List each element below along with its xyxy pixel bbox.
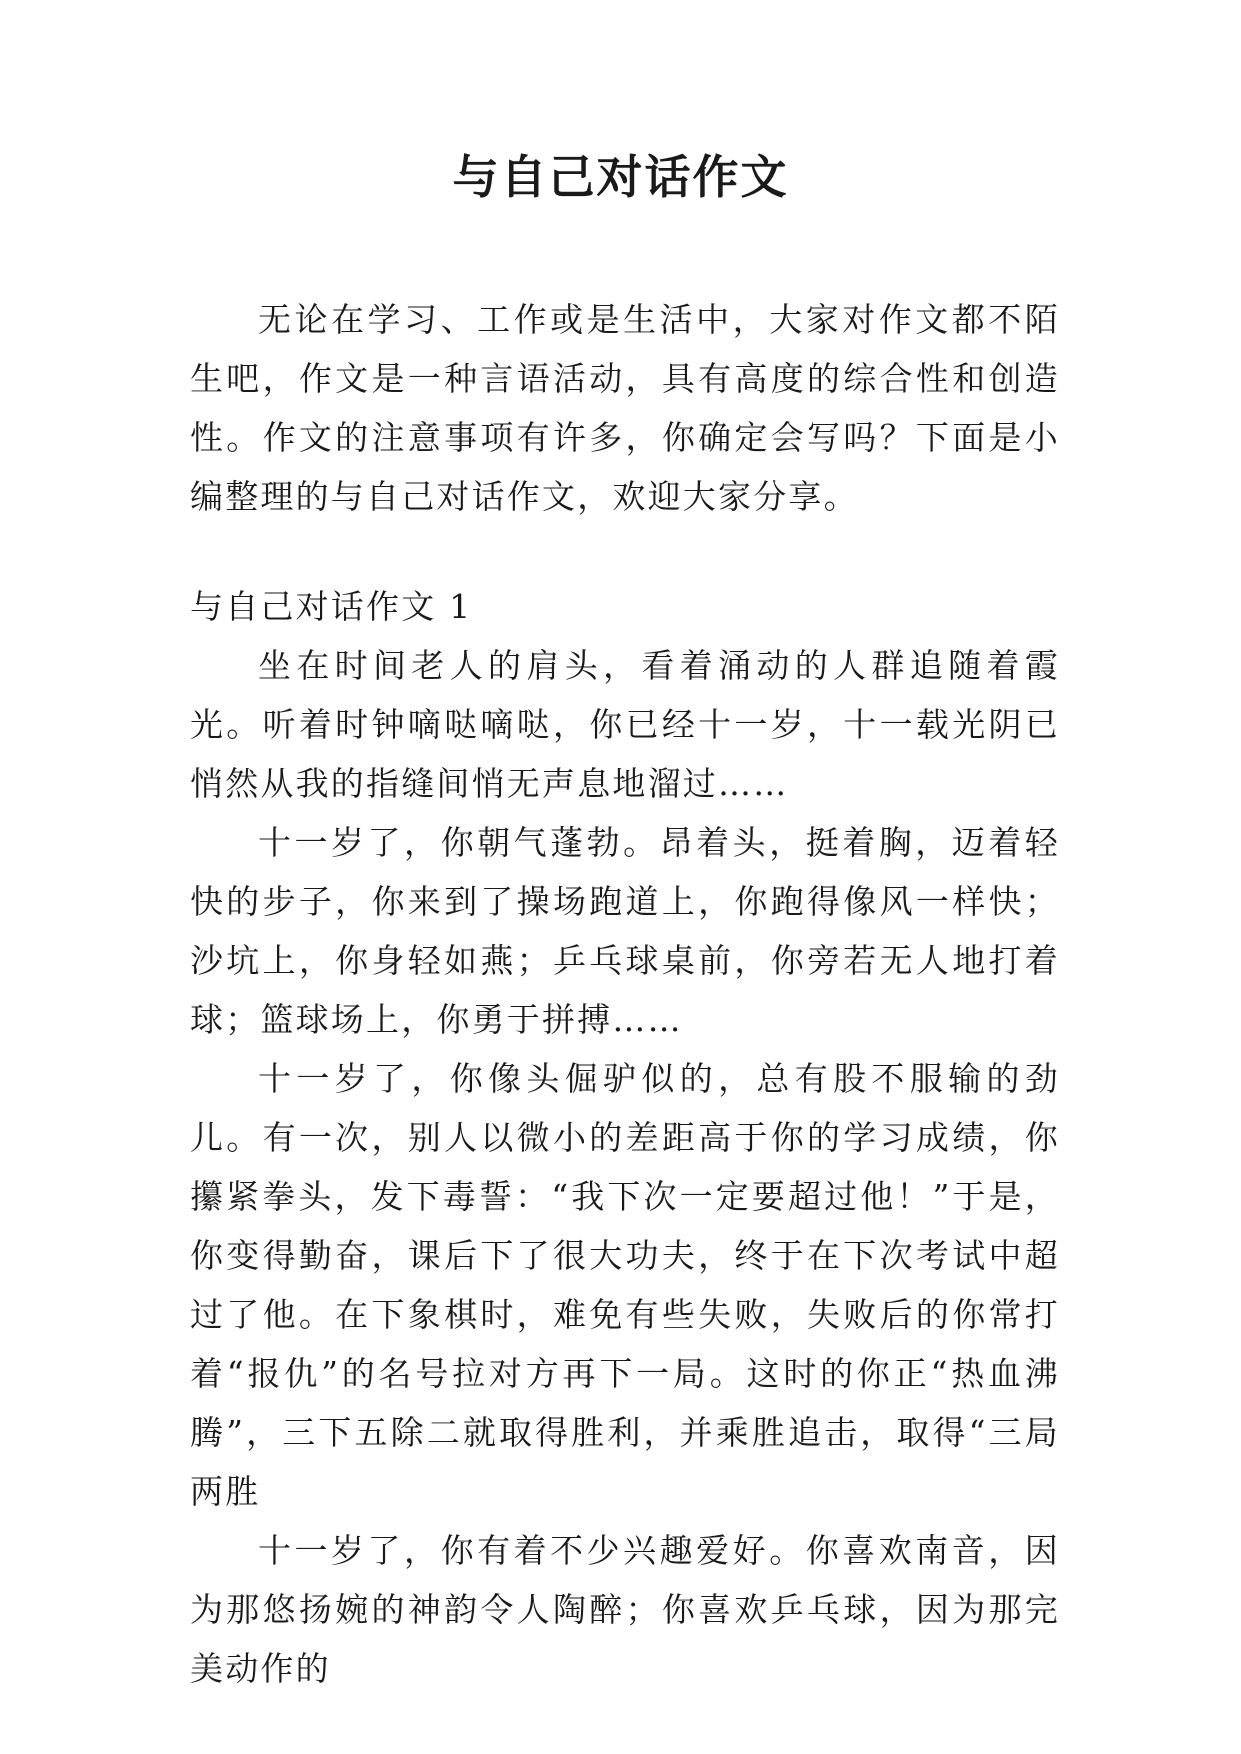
intro-paragraph: 无论在学习、工作或是生活中，大家对作文都不陌生吧，作文是一种言语活动，具有高度的综合性和创造性。作文的注意事项有许多，你确定会写吗？下面是小编整理的与自己对话作文，欢迎大家分享。	[190, 300, 1060, 516]
body-paragraph-2: 十一岁了，你朝气蓬勃。昂着头，挺着胸，迈着轻快的步子，你来到了操场跑道上，你跑得像风一样快；沙坑上，你身轻如燕；乒乓球桌前，你旁若无人地打着球；篮球场上，你勇于拼搏……	[190, 823, 1060, 1039]
body-paragraph-1: 坐在时间老人的肩头，看着涌动的人群追随着霞光。听着时钟嘀哒嘀哒，你已经十一岁，十一载光阴已悄然从我的指缝间悄无声息地溜过……	[190, 646, 1060, 803]
document-title: 与自己对话作文	[452, 150, 789, 204]
section-heading: 与自己对话作文 1	[190, 587, 473, 626]
document-body	[190, 290, 1060, 1698]
body-paragraph-4: 十一岁了，你有着不少兴趣爱好。你喜欢南音，因为那悠扬婉的神韵令人陶醉；你喜欢乒乓球，因为那完美动作的	[190, 1531, 1060, 1688]
body-paragraph-3: 十一岁了，你像头倔驴似的，总有股不服输的劲儿。有一次，别人以微小的差距高于你的学习成绩，你攥紧拳头，发下毒誓：“我下次一定要超过他！”于是，你变得勤奋，课后下了很大功夫，终于在下次考试中超过了他。在下象棋时，难免有些失败，失败后的你常打着“报仇”的名号拉对方再下一局。这时的你正“热血沸腾”，三下五除二就取得胜利，并乘胜追击，取得“三局两胜	[190, 1059, 1060, 1511]
